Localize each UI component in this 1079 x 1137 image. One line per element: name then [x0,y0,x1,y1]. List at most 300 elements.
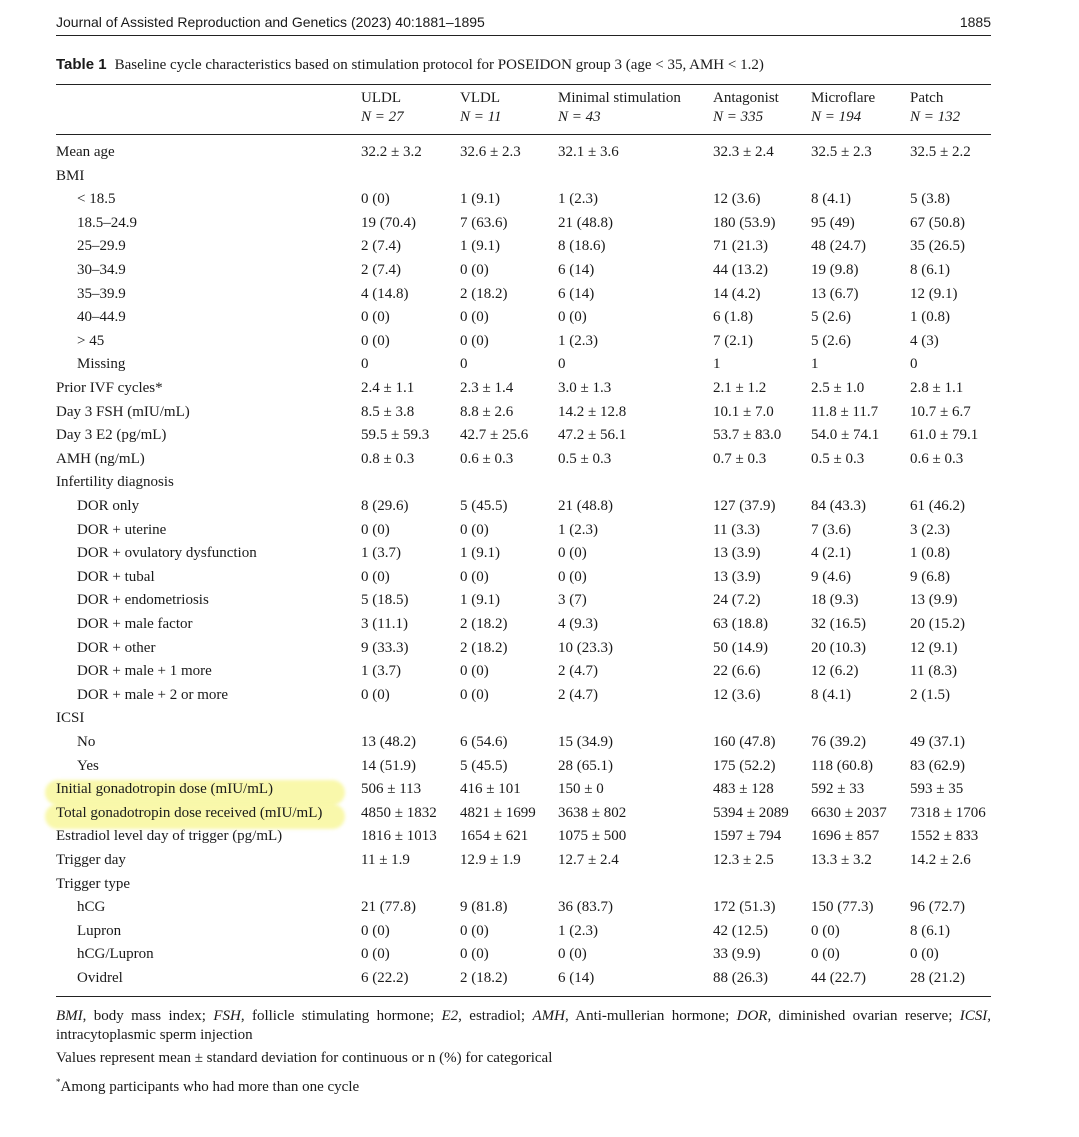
asterisk-note: Among participants who had more than one cycle [60,1079,360,1095]
table-cell: 1 [713,356,721,373]
table-cell: 4 (9.3) [558,616,598,632]
col-header [558,89,681,127]
table-cell: 54.0 ± 74.1 [811,427,880,444]
table-cell: 506 ± 113 [361,781,422,798]
table-cell: 10 (23.3) [558,639,613,656]
table-row [56,732,991,756]
col-n: N = 43 [558,109,601,125]
table-cell: 0 (0) [811,946,840,963]
table-top-rule [56,84,991,85]
running-head [56,9,991,35]
row-label: 40–44.9 [77,309,126,326]
table-cell: 32.3 ± 2.4 [713,144,774,160]
table-cell: 1 (2.3) [558,922,598,939]
table-row [56,378,991,402]
table-row [56,685,991,709]
table-cell: 0 (0) [361,521,390,538]
table-cell: 1 (9.1) [460,545,500,562]
table-cell: 0 (0) [460,568,489,585]
table-cell: 0 (0) [460,946,489,963]
table-cell: 12 (3.6) [713,191,761,208]
table-row [56,638,991,662]
page-number: 1885 [959,14,991,30]
table-cell: 18 (9.3) [811,592,859,609]
table-cell: 7 (63.6) [460,214,508,231]
row-label: DOR + other [77,639,156,656]
table-cell: 2 (4.7) [558,663,598,680]
row-label: DOR + male + 1 more [77,663,212,680]
row-label: Trigger day [56,852,126,868]
table-cell: 21 (48.8) [558,214,613,231]
row-label: Ovidrel [77,970,123,986]
table-row [56,921,991,945]
row-label: DOR + endometriosis [77,592,209,609]
table-cell: 0 (0) [460,309,489,326]
table-cell: 1816 ± 1013 [361,828,437,845]
table-cell: 593 ± 35 [910,781,964,798]
table-cell: 2.1 ± 1.2 [713,380,767,396]
table-row [56,661,991,685]
row-label: hCG [77,899,106,916]
col-n: N = 194 [811,109,862,125]
table-row [56,543,991,567]
table-caption [56,56,991,74]
table-cell: 0 (0) [460,686,489,703]
table-cell: 8.5 ± 3.8 [361,403,415,420]
table-cell: 9 (6.8) [910,568,950,585]
table-row [56,968,991,992]
table-cell: 32.5 ± 2.3 [811,144,872,160]
table-cell: 63 (18.8) [713,616,768,632]
table-cell: 3 (11.1) [361,616,408,632]
table-cell: 1 (9.1) [460,191,500,208]
table-row [56,402,991,426]
table-cell: 0.6 ± 0.3 [460,450,514,467]
table-cell: 6 (54.6) [460,734,508,750]
table-cell: 5 (45.5) [460,498,508,514]
table-cell: 175 (52.2) [713,757,776,774]
table-cell: 8 (4.1) [811,686,851,703]
table-cell: 1 (2.3) [558,191,598,208]
row-label: Missing [77,356,126,373]
table-cell: 61.0 ± 79.1 [910,427,979,444]
row-label: DOR + ovulatory dysfunction [77,545,257,562]
abbr-def: , follicle stimulating hormone; [240,1008,442,1024]
table-cell: 11 (8.3) [910,663,957,680]
table-cell: 8 (6.1) [910,262,950,278]
table-cell: 83 (62.9) [910,757,965,774]
table-cell: 180 (53.9) [713,214,776,231]
table-cell: 59.5 ± 59.3 [361,427,430,444]
table-cell: 6630 ± 2037 [811,804,887,821]
table-cell: 8.8 ± 2.6 [460,403,514,420]
table-row [56,166,991,190]
table-cell: 11 ± 1.9 [361,852,410,868]
table-cell: 53.7 ± 83.0 [713,427,782,444]
table-cell: 0 [910,356,918,373]
table-cell: 7 (2.1) [713,332,753,349]
table-cell: 3.0 ± 1.3 [558,380,612,396]
table-row [56,331,991,355]
table-cell: 1597 ± 794 [713,828,782,845]
table-header-rule [56,134,991,135]
col-header [361,89,404,127]
table-cell: 84 (43.3) [811,498,866,514]
table-cell: 6 (1.8) [713,309,753,326]
table-cell: 2 (18.2) [460,285,508,302]
table-cell: 28 (65.1) [558,757,613,774]
table-cell: 32.6 ± 2.3 [460,144,521,160]
table-row [56,449,991,473]
row-label: Trigger type [56,875,131,892]
table-cell: 13 (9.9) [910,592,958,609]
abbr-def: , estradiol; [458,1008,533,1024]
table-cell: 1075 ± 500 [558,828,627,845]
table-row [56,354,991,378]
table-cell: 2.3 ± 1.4 [460,380,514,396]
table-cell: 0 (0) [811,922,840,939]
table-cell: 71 (21.3) [713,238,768,255]
table-cell: 1 [811,356,819,373]
table-cell: 2 (1.5) [910,686,950,703]
table-cell: 3638 ± 802 [558,804,627,821]
table-cell: 50 (14.9) [713,639,768,656]
row-label: Day 3 E2 (pg/mL) [56,427,167,444]
row-label: Total gonadotropin dose received (mIU/mL) [56,804,323,821]
table-row [56,944,991,968]
row-label: DOR + male + 2 or more [77,686,229,703]
table-row [56,779,991,803]
table-cell: 4 (2.1) [811,545,851,562]
table-cell: 1654 ± 621 [460,828,529,845]
table-cell: 4850 ± 1832 [361,804,437,821]
abbr-term: FSH [213,1008,241,1024]
header-rule [56,35,991,36]
table-row [56,496,991,520]
table-cell: 21 (48.8) [558,498,613,514]
table-cell: 14 (51.9) [361,757,416,774]
table-row [56,874,991,898]
row-label: Infertility diagnosis [56,474,174,491]
row-label: Initial gonadotropin dose (mIU/mL) [56,781,274,798]
table-cell: 14.2 ± 2.6 [910,852,971,868]
row-label: 18.5–24.9 [77,214,137,231]
table-cell: 2 (18.2) [460,639,508,656]
table-cell: 10.1 ± 7.0 [713,403,774,420]
table-cell: 12.3 ± 2.5 [713,852,774,868]
table-cell: 0 (0) [361,946,390,963]
table-cell: 5394 ± 2089 [713,804,789,821]
table-row [56,142,991,166]
col-n: N = 11 [460,109,502,125]
abbr-def: , intracytoplasmic sperm injection [56,1008,991,1043]
table-cell: 160 (47.8) [713,734,776,750]
table-row [56,425,991,449]
table-row [56,614,991,638]
table-cell: 13 (3.9) [713,568,761,585]
table-cell: 11 (3.3) [713,521,760,538]
table-cell: 14.2 ± 12.8 [558,403,627,420]
table-cell: 0 (0) [558,568,587,585]
table-cell: 0 (0) [558,309,587,326]
row-label: Mean age [56,144,115,160]
abbreviations-footnote [56,1007,991,1045]
row-label: DOR + uterine [77,521,167,538]
table-cell: 32 (16.5) [811,616,866,632]
col-name: VLDL [460,90,500,106]
table-cell: 1 (0.8) [910,545,950,562]
table-label: Table 1 [56,56,107,73]
table-cell: 22 (6.6) [713,663,761,680]
table-cell: 15 (34.9) [558,734,613,750]
table-cell: 44 (22.7) [811,970,866,986]
table-cell: 9 (4.6) [811,568,851,585]
row-label: < 18.5 [77,191,116,208]
table-cell: 127 (37.9) [713,498,776,514]
table-cell: 11.8 ± 11.7 [811,403,879,420]
table-cell: 150 ± 0 [558,781,604,798]
row-label: Lupron [77,922,122,939]
table-cell: 48 (24.7) [811,238,866,255]
table-cell: 3 (2.3) [910,521,950,538]
table-cell: 0 (0) [361,686,390,703]
table-cell: 88 (26.3) [713,970,768,986]
table-cell: 0 (0) [558,946,587,963]
table-cell: 2 (18.2) [460,970,508,986]
table-cell: 0 [361,356,369,373]
table-cell: 44 (13.2) [713,262,768,278]
row-label: ICSI [56,710,85,727]
col-name: Patch [910,90,944,106]
table-cell: 0 (0) [460,332,489,349]
table-cell: 32.5 ± 2.2 [910,144,971,160]
table-cell: 76 (39.2) [811,734,866,750]
table-row [56,590,991,614]
table-cell: 416 ± 101 [460,781,521,798]
table-row [56,472,991,496]
table-cell: 1 (0.8) [910,309,950,326]
table-cell: 8 (6.1) [910,922,950,939]
abbr-term: BMI [56,1008,83,1024]
table-cell: 5 (2.6) [811,332,851,349]
table-cell: 10.7 ± 6.7 [910,403,971,420]
table-cell: 61 (46.2) [910,498,965,514]
row-label: 30–34.9 [77,262,126,278]
table-row [56,826,991,850]
col-n: N = 132 [910,109,961,125]
row-label: 25–29.9 [77,238,126,255]
abbr-def: , Anti-mullerian hormone; [564,1008,737,1024]
table-cell: 0 [460,356,468,373]
table-cell: 95 (49) [811,214,855,231]
table-row [56,803,991,827]
table-cell: 0 (0) [910,946,939,963]
table-cell: 118 (60.8) [811,757,873,774]
table-cell: 9 (81.8) [460,899,508,916]
abbr-term: DOR [736,1008,768,1024]
table-cell: 1 (3.7) [361,545,401,562]
table-cell: 0.6 ± 0.3 [910,450,964,467]
table-cell: 0.7 ± 0.3 [713,450,767,467]
col-name: Antagonist [713,90,779,106]
row-label: hCG/Lupron [77,946,154,963]
table-cell: 33 (9.9) [713,946,761,963]
table-row [56,850,991,874]
row-label: Day 3 FSH (mIU/mL) [56,403,190,420]
row-label: No [77,734,96,750]
col-header [460,89,502,127]
row-label: Estradiol level day of trigger (pg/mL) [56,828,283,845]
col-n: N = 27 [361,109,404,125]
table-cell: 6 (14) [558,970,595,986]
table-row [56,236,991,260]
table-cell: 8 (29.6) [361,498,409,514]
table-cell: 7 (3.6) [811,521,851,538]
table-cell: 14 (4.2) [713,285,761,302]
table-cell: 19 (9.8) [811,262,859,278]
table-row [56,307,991,331]
table-cell: 4 (14.8) [361,285,409,302]
table-cell: 0 (0) [361,568,390,585]
table-cell: 12 (9.1) [910,639,958,656]
table-cell: 5 (18.5) [361,592,409,609]
table-cell: 2 (4.7) [558,686,598,703]
abbr-term: AMH [532,1008,565,1024]
journal-citation: Journal of Assisted Reproduction and Genetics (2023) 40:1881–1895 [56,14,485,30]
table-cell: 0 (0) [460,663,489,680]
col-header [811,89,875,127]
table-cell: 96 (72.7) [910,899,965,916]
table-cell: 0 (0) [460,922,489,939]
asterisk-footnote [56,1073,991,1097]
table-cell: 32.2 ± 3.2 [361,144,422,160]
table-cell: 2 (18.2) [460,616,508,632]
table-row [56,284,991,308]
table-cell: 35 (26.5) [910,238,965,255]
table-cell: 3 (7) [558,592,587,609]
table-cell: 12 (6.2) [811,663,859,680]
table-cell: 36 (83.7) [558,899,613,916]
table-cell: 42.7 ± 25.6 [460,427,529,444]
table-cell: 1 (2.3) [558,332,598,349]
table-cell: 32.1 ± 3.6 [558,144,619,160]
abbr-def: , diminished ovarian reserve; [767,1008,960,1024]
table-cell: 13.3 ± 3.2 [811,852,872,868]
table-cell: 0 (0) [558,545,587,562]
table-cell: 6 (14) [558,262,595,278]
table-cell: 8 (4.1) [811,191,851,208]
table-row [56,756,991,780]
col-name: ULDL [361,90,401,106]
table-row [56,260,991,284]
row-label: Prior IVF cycles* [56,380,163,396]
table-cell: 6 (22.2) [361,970,409,986]
table-cell: 12.9 ± 1.9 [460,852,521,868]
abbr-term: ICSI [959,1008,988,1024]
table-cell: 0 (0) [361,332,390,349]
table-cell: 12 (9.1) [910,285,958,302]
table-cell: 5 (2.6) [811,309,851,326]
table-bottom-rule [56,996,991,997]
table-cell: 1 (2.3) [558,521,598,538]
table-cell: 2 (7.4) [361,238,401,255]
table-cell: 2.5 ± 1.0 [811,380,865,396]
table-cell: 12 (3.6) [713,686,761,703]
table-cell: 1 (9.1) [460,592,500,609]
table-cell: 2.4 ± 1.1 [361,380,415,396]
table-cell: 7318 ± 1706 [910,804,986,821]
table-row [56,520,991,544]
table-cell: 0.8 ± 0.3 [361,450,415,467]
row-label: DOR + male factor [77,616,193,632]
abbr-def: , body mass index; [82,1008,214,1024]
table-row [56,189,991,213]
table-cell: 0 [558,356,566,373]
table-cell: 5 (3.8) [910,191,950,208]
table-cell: 8 (18.6) [558,238,606,255]
table-cell: 0 (0) [361,922,390,939]
table-cell: 4 (3) [910,332,939,349]
table-cell: 47.2 ± 56.1 [558,427,627,444]
row-label: 35–39.9 [77,285,126,302]
table-row [56,897,991,921]
table-cell: 2 (7.4) [361,262,401,278]
table-cell: 2.8 ± 1.1 [910,380,964,396]
table-row [56,567,991,591]
table-cell: 20 (10.3) [811,639,866,656]
table-cell: 20 (15.2) [910,616,965,632]
table-cell: 49 (37.1) [910,734,965,750]
table-cell: 172 (51.3) [713,899,776,916]
table-cell: 13 (6.7) [811,285,859,302]
table-cell: 13 (3.9) [713,545,761,562]
col-name: Minimal stimulation [558,90,681,106]
table-cell: 0.5 ± 0.3 [558,450,612,467]
table-cell: 67 (50.8) [910,214,965,231]
table-cell: 150 (77.3) [811,899,874,916]
table-cell: 592 ± 33 [811,781,865,798]
table-cell: 1696 ± 857 [811,828,880,845]
table-cell: 0.5 ± 0.3 [811,450,865,467]
asterisk-mark: * [56,1077,61,1087]
table-cell: 1552 ± 833 [910,828,979,845]
col-header [910,89,960,127]
table-cell: 6 (14) [558,285,595,302]
abbr-term: E2 [441,1008,459,1024]
table-cell: 28 (21.2) [910,970,965,986]
table-cell: 5 (45.5) [460,757,508,774]
table-cell: 42 (12.5) [713,922,768,939]
table-cell: 483 ± 128 [713,781,774,798]
table-cell: 12.7 ± 2.4 [558,852,619,868]
table-row [56,213,991,237]
table-cell: 1 (9.1) [460,238,500,255]
table-cell: 0 (0) [460,262,489,278]
table-cell: 0 (0) [361,191,390,208]
table-row [56,708,991,732]
table-cell: 13 (48.2) [361,734,416,750]
row-label: AMH (ng/mL) [56,450,145,467]
table-cell: 0 (0) [460,521,489,538]
table-cell: 9 (33.3) [361,639,409,656]
col-name: Microflare [811,90,876,106]
row-label: DOR + tubal [77,568,155,585]
table-cell: 19 (70.4) [361,214,416,231]
col-n: N = 335 [713,109,764,125]
values-footnote: Values represent mean ± standard deviation for continuous or n (%) for categorical [56,1050,553,1066]
row-label: > 45 [77,332,105,349]
table-cell: 4821 ± 1699 [460,804,536,821]
